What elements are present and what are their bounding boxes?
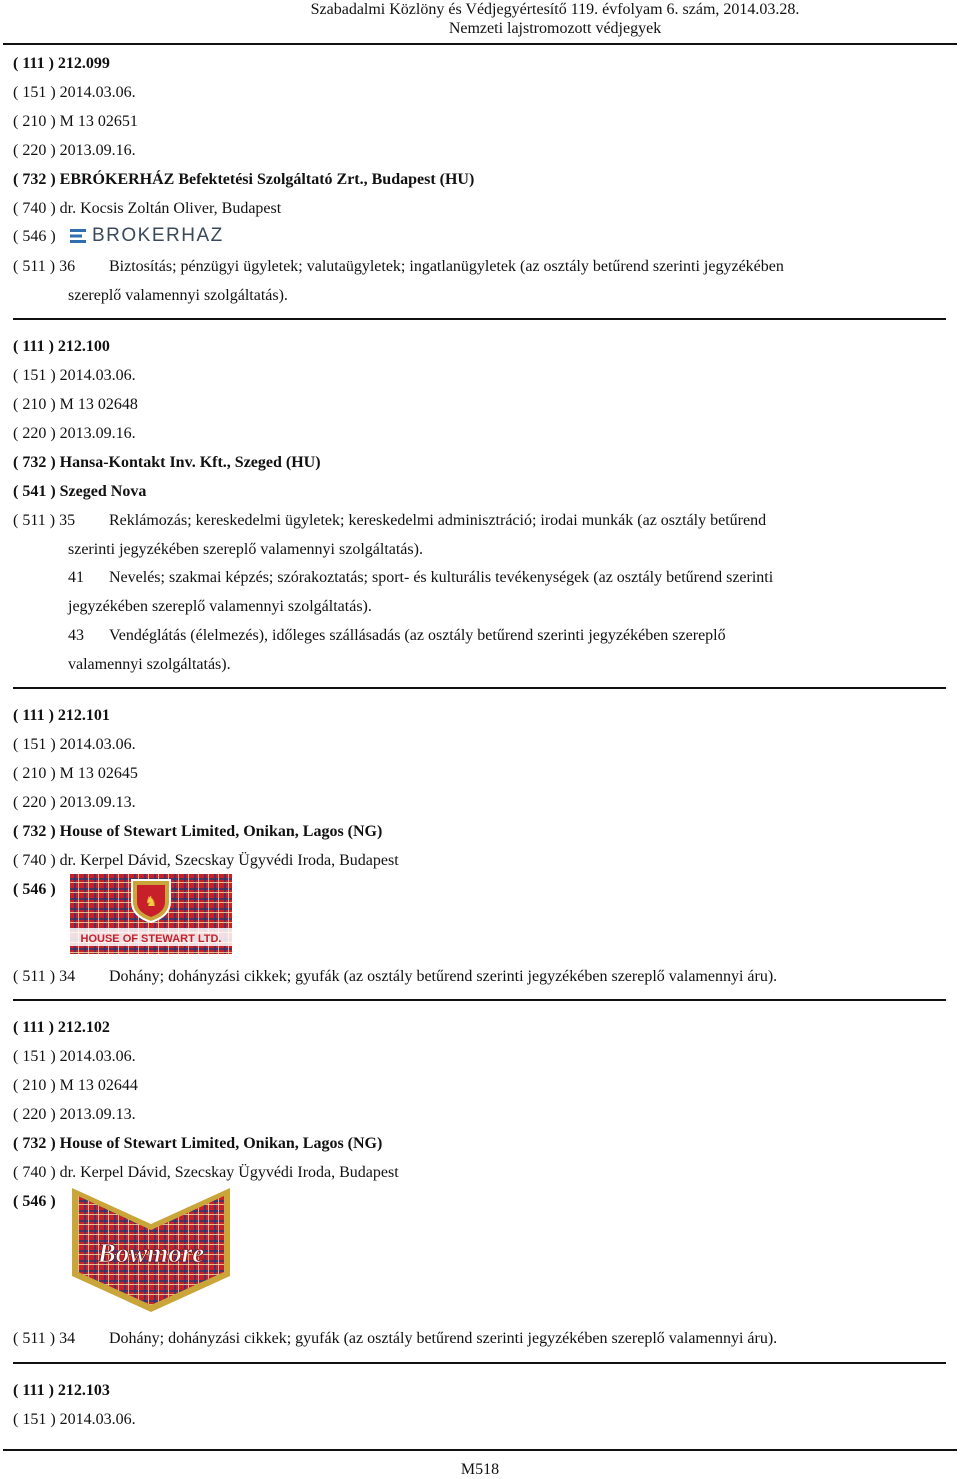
page-header: [150, 0, 960, 38]
field-546: ( 546 ): [13, 1193, 56, 1210]
class-number: ( 511 ) 36: [13, 258, 76, 275]
field-740: ( 740 ) dr. Kerpel Dávid, Szecskay Ügyvédi Iroda, Budapest: [13, 1164, 399, 1181]
page-number: M518: [460, 1461, 500, 1478]
field-732: ( 732 ) EBRÓKERHÁZ Befektetési Szolgáltató Zrt., Budapest (HU): [13, 171, 475, 188]
field-220: ( 220 ) 2013.09.16.: [13, 142, 136, 159]
header-divider: [3, 43, 957, 45]
class-35-text: Reklámozás; kereskedelmi ügyletek; kereskedelmi adminisztráció; irodai munkák (az osztály betűrend: [109, 512, 767, 529]
field-151: ( 151 ) 2014.03.06.: [13, 84, 136, 101]
field-511: ( 511 ) 35: [13, 512, 76, 529]
field-151: ( 151 ) 2014.03.06.: [13, 1048, 136, 1065]
brokerhaz-logo: [70, 226, 224, 246]
field-210: ( 210 ) M 13 02645: [13, 765, 138, 782]
field-740: ( 740 ) dr. Kocsis Zoltán Oliver, Budapest: [13, 200, 282, 217]
entry-divider: [13, 1362, 946, 1364]
house-of-stewart-logo: [70, 874, 232, 954]
section-title: Nemzeti lajstromozott védjegyek: [448, 20, 662, 37]
field-740: ( 740 ) dr. Kerpel Dávid, Szecskay Ügyvédi Iroda, Budapest: [13, 852, 399, 869]
class-43-text-cont: valamennyi szolgáltatás).: [68, 656, 231, 673]
field-111: ( 111 ) 212.102: [13, 1019, 110, 1036]
class-43-text: Vendéglátás (élelmezés), időleges szállásadás (az osztály betűrend szerinti jegyzékében szereplő: [109, 627, 726, 644]
house-of-stewart-wordmark: HOUSE OF STEWART LTD.: [80, 933, 222, 945]
field-511: ( 511 ) 34: [13, 968, 76, 985]
bowmore-wordmark: Bowmore: [97, 1238, 205, 1268]
brokerhaz-mark-icon: [70, 229, 86, 243]
entry-divider: [13, 999, 946, 1001]
field-732: ( 732 ) House of Stewart Limited, Onikan, Lagos (NG): [13, 823, 383, 840]
field-546: ( 546 ): [13, 881, 56, 898]
class-36-text: Biztosítás; pénzügyi ügyletek; valutaügyletek; ingatlanügyletek (az osztály betűrend szerinti jegyzékében: [109, 258, 784, 275]
field-151: ( 151 ) 2014.03.06.: [13, 736, 136, 753]
field-210: ( 210 ) M 13 02644: [13, 1077, 138, 1094]
brokerhaz-wordmark: BROKERHAZ: [92, 225, 224, 246]
class-35-text-cont: szerinti jegyzékében szereplő valamennyi szolgáltatás).: [68, 541, 423, 558]
svg-text:♞: ♞: [144, 894, 158, 910]
journal-title: Szabadalmi Közlöny és Védjegyértesítő 119. évfolyam 6. szám, 2014.03.28.: [310, 1, 800, 18]
field-511: ( 511 ) 34: [13, 1330, 76, 1347]
field-111: ( 111 ) 212.103: [13, 1382, 110, 1399]
field-220: ( 220 ) 2013.09.13.: [13, 1106, 136, 1123]
field-511: [13, 257, 75, 277]
field-210: ( 210 ) M 13 02648: [13, 396, 138, 413]
field-541: ( 541 ) Szeged Nova: [13, 483, 147, 500]
field-111: ( 111 ) 212.101: [13, 707, 110, 724]
class-41-text-cont: jegyzékében szereplő valamennyi szolgáltatás).: [68, 598, 372, 615]
field-111: ( 111 ) 212.099: [13, 55, 110, 72]
field-732: ( 732 ) House of Stewart Limited, Onikan, Lagos (NG): [13, 1135, 383, 1152]
class-41-text: Nevelés; szakmai képzés; szórakoztatás; sport- és kulturális tevékenységek (az osztály betűrend szerinti: [109, 569, 774, 586]
field-111: ( 111 ) 212.100: [13, 338, 110, 355]
class-34-text: Dohány; dohányzási cikkek; gyufák (az osztály betűrend szerinti jegyzékében szereplő valamennyi áru).: [109, 968, 778, 985]
field-151: ( 151 ) 2014.03.06.: [13, 1411, 136, 1428]
field-546: ( 546 ): [13, 228, 56, 245]
field-732: ( 732 ) Hansa-Kontakt Inv. Kft., Szeged (HU): [13, 454, 321, 471]
class-43-number: 43: [68, 627, 84, 644]
entry-divider: [13, 687, 946, 689]
class-36-text-cont: szereplő valamennyi szolgáltatás).: [68, 287, 288, 304]
entry-divider: [13, 318, 946, 320]
field-220: ( 220 ) 2013.09.16.: [13, 425, 136, 442]
field-210: ( 210 ) M 13 02651: [13, 113, 138, 130]
field-151: ( 151 ) 2014.03.06.: [13, 367, 136, 384]
footer-divider: [3, 1449, 957, 1451]
bowmore-logo: [70, 1186, 232, 1314]
class-41-number: 41: [68, 569, 84, 586]
class-34-text: Dohány; dohányzási cikkek; gyufák (az osztály betűrend szerinti jegyzékében szereplő valamennyi áru).: [109, 1330, 778, 1347]
field-220: ( 220 ) 2013.09.13.: [13, 794, 136, 811]
